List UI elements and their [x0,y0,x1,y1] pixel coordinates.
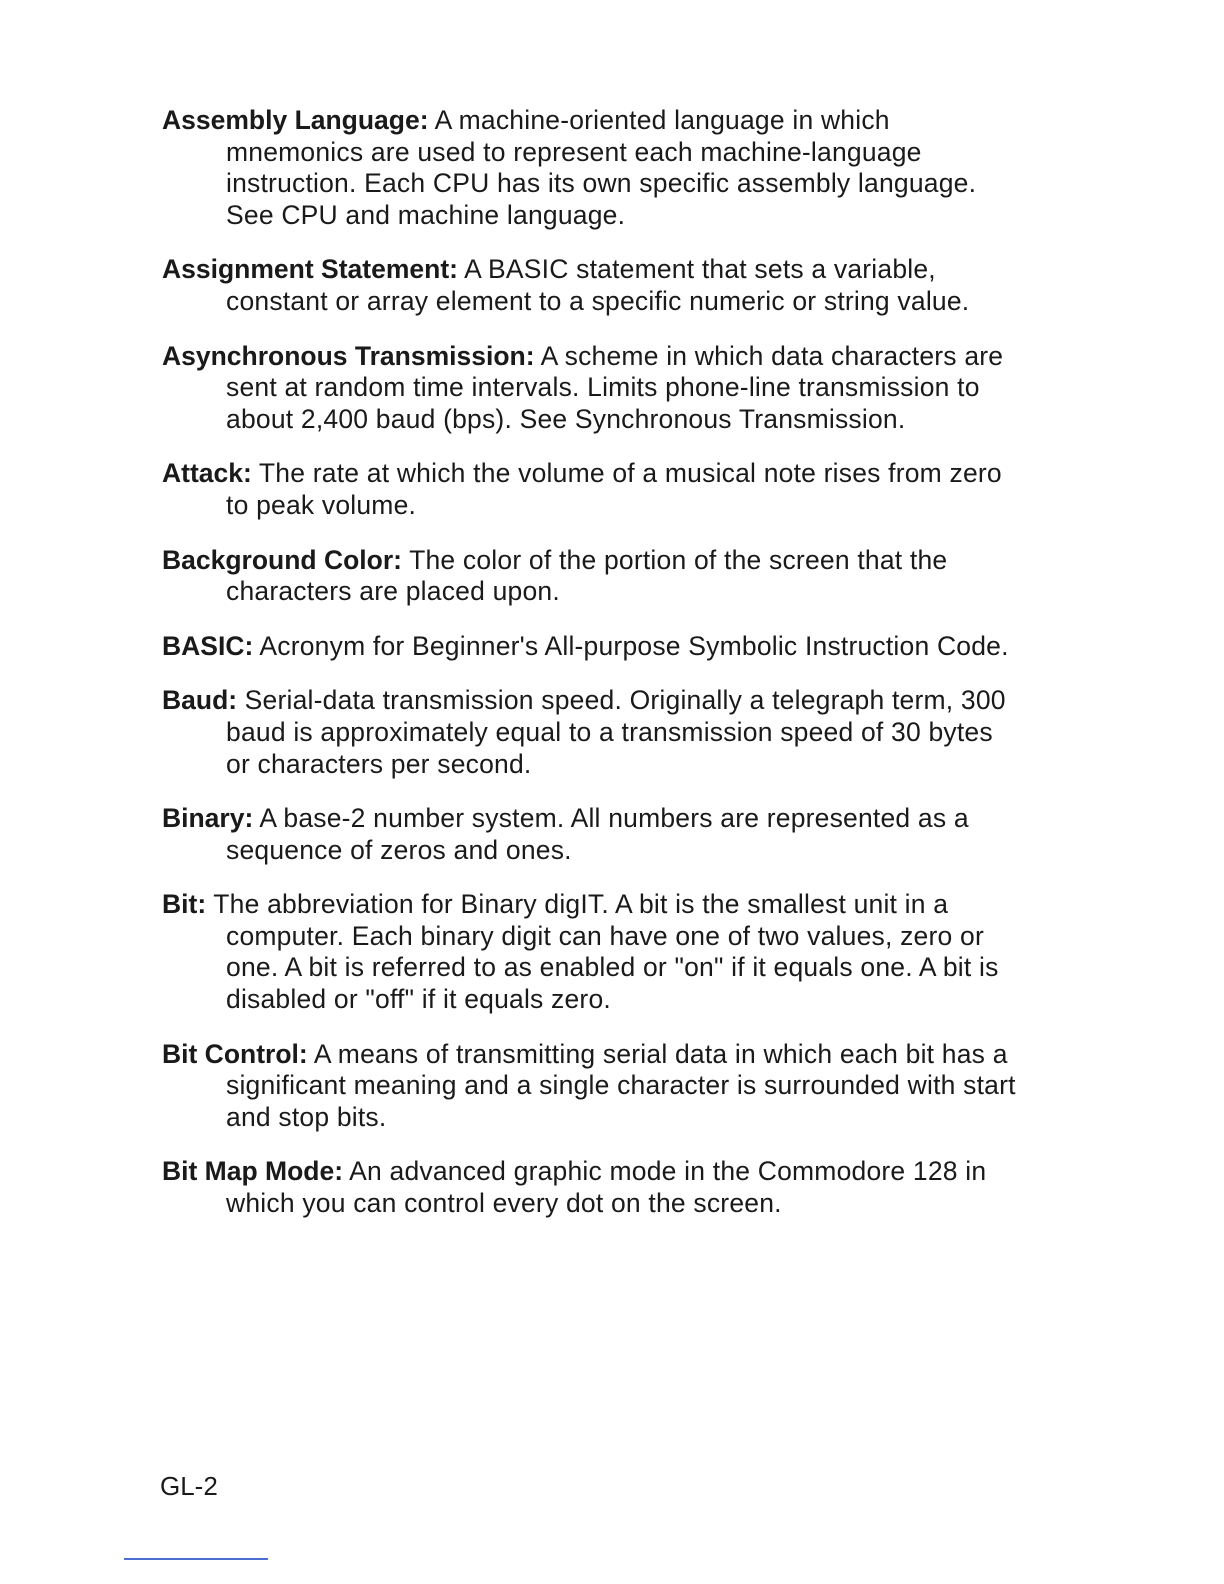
glossary-definition: The color of the portion of the screen that the characters are placed upon. [226,544,948,607]
glossary-entry [162,889,1022,1015]
glossary-term: Bit: [162,889,207,920]
glossary-definition: A base-2 number system. All numbers are represented as a sequence of zeros and ones. [226,803,969,865]
glossary-term: Bit Map Mode: [162,1156,344,1187]
glossary-term: Background Color: [162,544,402,575]
glossary-entry [162,1039,1022,1134]
glossary-entry [162,545,1022,608]
glossary-entry [162,1156,1022,1219]
scan-edge-line [124,1558,268,1560]
glossary-term: Asynchronous Transmission: [162,340,535,371]
glossary-term: Bit Control: [162,1038,308,1069]
glossary-entry [162,685,1022,780]
glossary-definition: An advanced graphic mode in the Commodore 128 in which you can control every dot on the screen. [226,1156,987,1219]
glossary-entry [162,631,1022,663]
glossary-entry [162,803,1022,866]
glossary-term: Assembly Language: [162,105,429,135]
glossary-definition: A BASIC statement that sets a variable, constant or array element to a specific numeric or string value. [226,254,970,316]
glossary-term: Assignment Statement: [162,254,458,285]
glossary-definition: The rate at which the volume of a musical note rises from zero to peak volume. [226,458,1002,520]
glossary-definition: A machine-oriented language in which mnemonics are used to represent each machine-language instruction. Each CPU has its own specific assembly language. See CPU and machine language. [226,105,977,230]
glossary-definition: A means of transmitting serial data in which each bit has a significant meaning and a single character is surrounded with start and stop bits. [226,1038,1016,1132]
glossary-definition: The abbreviation for Binary digIT. A bit is the smallest unit in a computer. Each binary digit can have one of two values, zero or one. A bit is referred to as enabled or "on" if it equals one. A bit is disabled or "off" if it equals zero. [213,889,999,1015]
glossary-term: Baud: [162,685,238,716]
glossary-term: BASIC: [162,630,254,661]
glossary-entry [162,105,1022,231]
glossary-list [162,105,1022,1243]
glossary-term: Attack: [162,458,252,489]
glossary-definition: Acronym for Beginner's All-purpose Symbolic Instruction Code. [259,630,1009,661]
glossary-entry [162,341,1022,436]
glossary-definition: Serial-data transmission speed. Originally a telegraph term, 300 baud is approximately equal to a transmission speed of 30 bytes or characters per second. [226,685,1006,779]
glossary-term: Binary: [162,803,254,834]
glossary-entry [162,254,1022,317]
glossary-definition: A scheme in which data characters are sent at random time intervals. Limits phone-line transmission to about 2,400 baud (bps). See Synchronous Transmission. [226,340,1004,434]
glossary-entry [162,458,1022,521]
page-number: GL-2 [160,1471,218,1501]
